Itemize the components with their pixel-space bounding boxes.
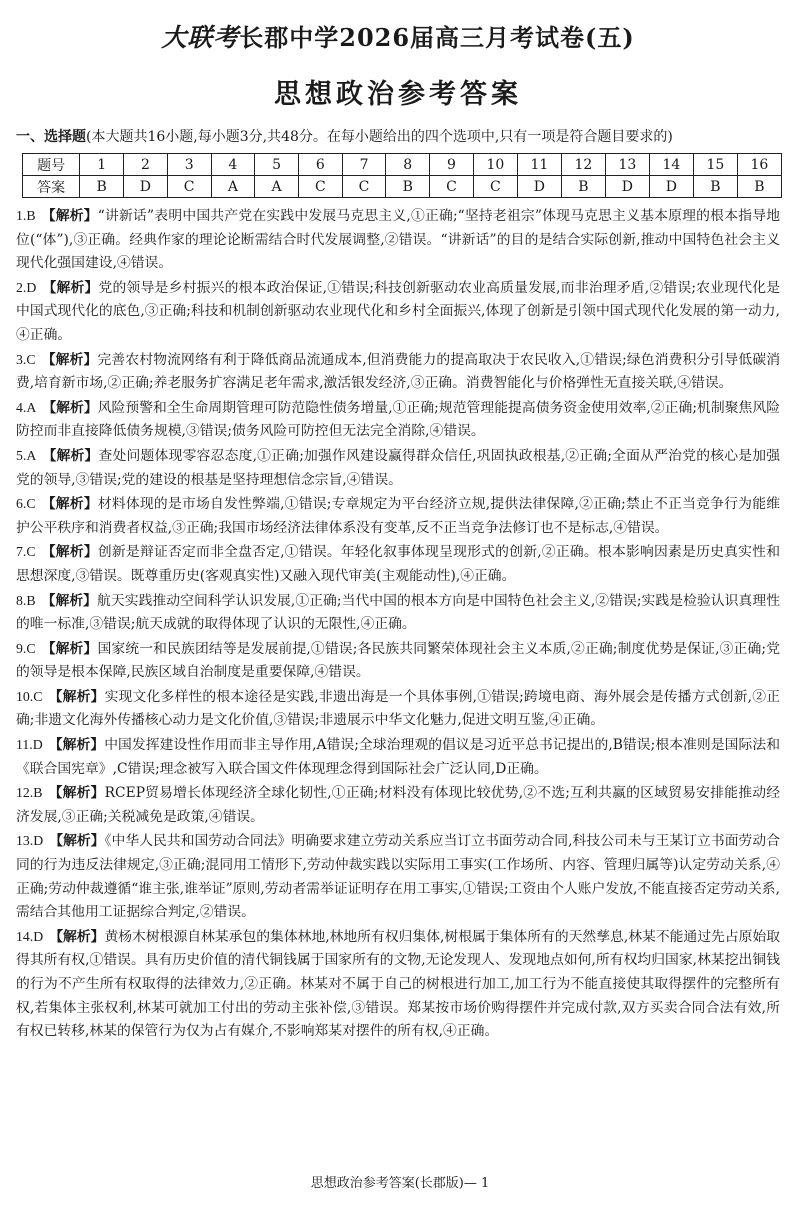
- analysis-tag: 【解析】: [49, 833, 105, 850]
- analysis-tag: 【解析】: [48, 785, 105, 802]
- explanation-item: [16, 685, 780, 733]
- item-text: 黄杨木树根源自林某承包的集体林地,林地所有权归集体,树根属于集体所有的天然孳息,林某不能通过先占原始取得其所有权,①错误。具有历史价值的清代铜钱属于国家所有的文物,无论发现人、发现地点如何,所有权均归国家,林某挖出铜钱的行为不产生所有权取得的法律效力,②正确。林某对不属于自己的树根进行加工,加工行为不能直接使其取得摆件的完整所有权,若集体主张权利,林某可就加工付出的劳动主张补偿,③错误。郑某按市场价购得摆件并完成付款,双方买卖合同合法有效,所有权已转移,林某的保管行为仅为占有媒介,不影响郑某对摆件的所有权,④正确。: [16, 928, 781, 1040]
- item-number: 8.B: [16, 592, 36, 608]
- item-number: 3.C: [16, 351, 36, 367]
- answer-cell: D: [517, 176, 561, 198]
- question-number-cell: 4: [211, 154, 255, 176]
- question-number-cell: 16: [737, 154, 781, 176]
- question-number-cell: 7: [342, 154, 386, 176]
- question-number-cell: 10: [473, 154, 517, 176]
- item-number: 6.C: [16, 496, 36, 512]
- subject-title: 思想政治参考答案: [274, 79, 522, 110]
- item-number: 11.D: [16, 737, 43, 753]
- section-heading: [16, 127, 780, 147]
- answer-cell: D: [605, 176, 649, 198]
- question-number-cell: 6: [298, 154, 342, 176]
- item-number: 5.A: [16, 447, 37, 463]
- question-number-cell: 14: [649, 154, 693, 176]
- explanation-item: [16, 348, 780, 396]
- item-text: 《中华人民共和国劳动合同法》明确要求建立劳动关系应当订立书面劳动合同,科技公司未与王某订立书面劳动合同的行为违反法律规定,③正确;混同用工情形下,劳动仲裁实践以实际用工事实(工作场所、内容、管理归属等)认定劳动关系,④正确;劳动仲裁遵循“谁主张,谁举证”原则,劳动者需举证证明存在用工事实,①错误;工资由个人账户发放,不能直接否定劳动关系,需结合其他用工证据综合判定,②错误。: [16, 833, 781, 921]
- item-number: 2.D: [16, 279, 37, 295]
- analysis-tag: 【解析】: [42, 279, 99, 296]
- item-text: 国家统一和民族团结等是发展前提,①错误;各民族共同繁荣体现社会主义本质,②正确;制度优势是保证,③正确;党的领导是根本保障,民族区域自治制度是重要保障,④错误。: [16, 640, 781, 681]
- explanation-list: [16, 204, 780, 1044]
- analysis-tag: 【解析】: [41, 640, 98, 657]
- question-number-cell: 1: [80, 154, 124, 176]
- question-number-cell: 12: [561, 154, 605, 176]
- item-text: 创新是辩证否定而非全盘否定,①错误。年轻化叙事体现呈现形式的创新,②正确。根本影响因素是历史真实性和思想深度,③错误。既尊重历史(客观真实性)又融入现代审美(主观能动性),④正确。: [16, 544, 780, 584]
- question-number-cell: 5: [255, 154, 299, 176]
- item-number: 4.A: [16, 399, 37, 415]
- item-text: 航天实践推动空间科学认识发展,①正确;当代中国的根本方向是中国特色社会主义,②错误;实践是检验认识真理性的唯一标准,③错误;航天成就的取得体现了认识的无限性,④正确。: [16, 592, 780, 633]
- question-number-cell: 8: [386, 154, 430, 176]
- row-label-answer: 答案: [23, 176, 80, 198]
- explanation-item: [16, 781, 780, 829]
- explanation-item: [16, 444, 780, 492]
- item-text: 完善农村物流网络有利于降低商品流通成本,但消费能力的提高取决于农民收入,①错误;绿色消费积分引导低碳消费,培育新市场,②正确;养老服务扩容满足老年需求,激活银发经济,③正确。消费智能化与价格弹性无直接关联,④错误。: [16, 351, 781, 392]
- explanation-item: [16, 925, 780, 1044]
- brand-logo-text: 大联考: [161, 23, 240, 52]
- answer-cell: B: [737, 176, 781, 198]
- item-text: 党的领导是乡村振兴的根本政治保证,①错误;科技创新驱动农业高质量发展,而非治理矛盾,②错误;农业现代化是中国式现代化的底色,③正确;科技和机制创新驱动农业现代化和乡村全面振兴,体现了创新是引领中国式现代化发展的第一动力,④正确。: [16, 279, 781, 343]
- explanation-item: [16, 396, 780, 444]
- item-text: 中国发挥建设性作用而非主导作用,A错误;全球治理观的倡议是习近平总书记提出的,B错误;根本准则是国际法和《联合国宪章》,C错误;理念被写入联合国文件体现理念得到国际社会广泛认同,D正确。: [16, 737, 781, 777]
- page-footer: 思想政治参考答案(长郡版)— 1: [310, 1176, 490, 1191]
- analysis-tag: 【解析】: [41, 208, 98, 224]
- answer-row: [23, 176, 782, 198]
- explanation-item: [16, 589, 780, 637]
- answer-cell: A: [211, 176, 255, 198]
- page-header: [16, 18, 780, 52]
- answer-cell: C: [298, 176, 342, 198]
- section-title: 一、选择题: [16, 129, 86, 145]
- question-number-row: [23, 154, 782, 176]
- analysis-tag: 【解析】: [42, 447, 99, 464]
- answer-cell: C: [430, 176, 474, 198]
- explanation-item: [16, 276, 780, 348]
- answer-cell: B: [80, 176, 124, 198]
- item-number: 12.B: [16, 785, 43, 801]
- analysis-tag: 【解析】: [42, 399, 98, 416]
- question-number-cell: 15: [693, 154, 737, 176]
- answer-table: [22, 153, 782, 198]
- item-number: 13.D: [16, 833, 44, 849]
- section-note: (本大题共16小题,每小题3分,共48分。在每小题给出的四个选项中,只有一项是符合题目要求的): [86, 129, 673, 145]
- explanation-item: [16, 829, 780, 924]
- question-number-cell: 9: [430, 154, 474, 176]
- item-number: 9.C: [16, 640, 36, 656]
- item-text: 材料体现的是市场自发性弊端,①错误;专章规定为平台经济立规,提供法律保障,②正确;禁止不正当竞争行为能维护公平秩序和消费者权益,③正确;我国市场经济法律体系没有变革,反不正当竞争法修订也不是标志,④错误。: [16, 496, 781, 536]
- explanation-item: [16, 637, 780, 685]
- analysis-tag: 【解析】: [41, 544, 98, 561]
- answer-cell: D: [649, 176, 693, 198]
- item-text: 实现文化多样性的根本途径是实践,非遗出海是一个具体事例,①错误;跨境电商、海外展会是传播方式创新,②正确;非遗文化海外传播核心动力是文化价值,③错误;非遗展示中华文化魅力,促进文明互鉴,④正确。: [16, 688, 780, 729]
- item-text: “讲新话”表明中国共产党在实践中发展马克思主义,①正确;“坚持老祖宗”体现马克思主义基本原理的根本指导地位(“体”),③正确。经典作家的理论论断需结合时代发展调整,②错误。“讲新话”的目的是结合实际创新,推动中国特色社会主义现代化强国建设,④错误。: [16, 208, 780, 272]
- analysis-tag: 【解析】: [48, 737, 105, 754]
- question-number-cell: 2: [124, 154, 168, 176]
- question-number-cell: 13: [605, 154, 649, 176]
- item-text: 查处问题体现零容忍态度,①正确;加强作风建设赢得群众信任,巩固执政根基,②正确;全面从严治党的核心是加强党的领导,③错误;党的建设的根基是坚持理想信念宗旨,④错误。: [16, 447, 781, 488]
- analysis-tag: 【解析】: [41, 496, 98, 513]
- answer-cell: C: [167, 176, 211, 198]
- item-number: 14.D: [16, 928, 44, 944]
- explanation-item: [16, 540, 780, 588]
- answer-cell: B: [693, 176, 737, 198]
- analysis-tag: 【解析】: [41, 592, 98, 609]
- item-number: 10.C: [16, 688, 43, 704]
- item-text: RCEP贸易增长体现经济全球化韧性,①正确;材料没有体现比较优势,②不选;互利共赢的区域贸易安排能推动经济发展,③正确;关税减免是政策,④错误。: [16, 785, 780, 825]
- item-text: 风险预警和全生命周期管理可防范隐性债务增量,①正确;规范管理能提高债务资金使用效率,②正确;机制聚焦风险防控而非直接降低债务规模,③错误;债务风险可防控但无法完全消除,④错误。: [16, 399, 780, 440]
- answer-cell: B: [386, 176, 430, 198]
- question-number-cell: 3: [167, 154, 211, 176]
- answer-cell: A: [255, 176, 299, 198]
- analysis-tag: 【解析】: [48, 688, 105, 705]
- question-number-cell: 11: [517, 154, 561, 176]
- answer-cell: D: [124, 176, 168, 198]
- exam-title: 长郡中学2026届高三月考试卷(五): [239, 23, 635, 52]
- explanation-item: [16, 492, 780, 540]
- answer-cell: B: [561, 176, 605, 198]
- explanation-item: [16, 733, 780, 781]
- item-number: 1.B: [16, 208, 36, 223]
- explanation-item: [16, 204, 780, 276]
- item-number: 7.C: [16, 544, 36, 560]
- analysis-tag: 【解析】: [41, 351, 98, 368]
- answer-cell: C: [473, 176, 517, 198]
- answer-cell: C: [342, 176, 386, 198]
- analysis-tag: 【解析】: [49, 928, 105, 945]
- row-label-number: 题号: [23, 154, 80, 176]
